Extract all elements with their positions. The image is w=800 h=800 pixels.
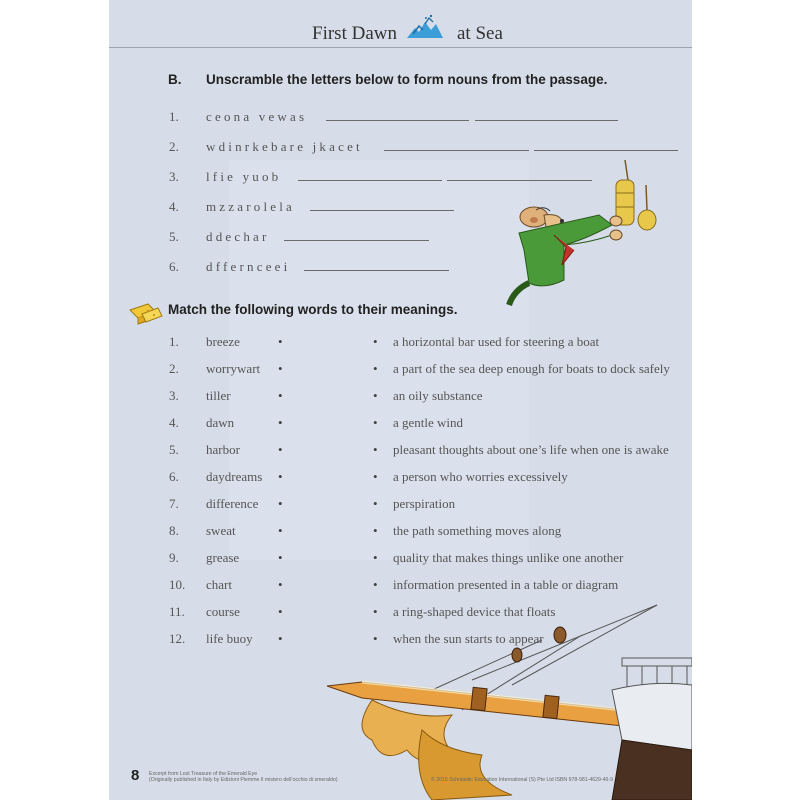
item-number: 3. bbox=[169, 169, 179, 184]
section-b-label: B. bbox=[168, 72, 182, 87]
page-header bbox=[109, 0, 692, 48]
word-number: 9. bbox=[169, 550, 179, 565]
match-word: chart bbox=[206, 577, 232, 592]
scrambled-letters: mzzarolela bbox=[206, 199, 296, 214]
wave-icon bbox=[405, 12, 445, 42]
word-dot[interactable]: • bbox=[278, 361, 283, 376]
word-number: 8. bbox=[169, 523, 179, 538]
match-word: breeze bbox=[206, 334, 240, 349]
meaning-dot[interactable]: • bbox=[373, 577, 378, 592]
answer-line[interactable] bbox=[534, 150, 678, 151]
word-number: 11. bbox=[169, 604, 185, 619]
match-meaning: a horizontal bar used for steering a boat bbox=[393, 334, 600, 349]
word-dot[interactable]: • bbox=[278, 604, 283, 619]
item-number: 2. bbox=[169, 139, 179, 154]
background-texture bbox=[229, 160, 529, 560]
match-meaning: when the sun starts to appear bbox=[393, 631, 544, 646]
word-dot[interactable]: • bbox=[278, 523, 283, 538]
match-meaning: the path something moves along bbox=[393, 523, 562, 538]
word-number: 3. bbox=[169, 388, 179, 403]
ship-mast-illustration bbox=[312, 600, 692, 800]
copyright: © 2015 Scholastic Education International (S) Pte Ltd ISBN 978-981-4629-46-9 bbox=[431, 777, 614, 783]
word-number: 2. bbox=[169, 361, 179, 376]
match-word: sweat bbox=[206, 523, 236, 538]
match-meaning: perspiration bbox=[393, 496, 456, 511]
word-number: 5. bbox=[169, 442, 179, 457]
word-dot[interactable]: • bbox=[278, 469, 283, 484]
title-left: First Dawn bbox=[312, 23, 397, 44]
word-dot[interactable]: • bbox=[278, 496, 283, 511]
match-word: difference bbox=[206, 496, 259, 511]
match-meaning: a part of the sea deep enough for boats to dock safely bbox=[393, 361, 670, 376]
meaning-dot[interactable]: • bbox=[373, 334, 378, 349]
scrambled-letters: dffernceei bbox=[206, 259, 291, 274]
title-right: at Sea bbox=[457, 23, 503, 44]
meaning-dot[interactable]: • bbox=[373, 496, 378, 511]
meaning-dot[interactable]: • bbox=[373, 361, 378, 376]
word-dot[interactable]: • bbox=[278, 577, 283, 592]
answer-line[interactable] bbox=[304, 270, 449, 271]
match-meaning: quality that makes things unlike one another bbox=[393, 550, 624, 565]
answer-line[interactable] bbox=[475, 120, 618, 121]
credit-line-2: (Originally published in Italy by Edizioni Piemme Il mistero dell’occhio di smeraldo) bbox=[149, 777, 338, 783]
credit-line-1: Excerpt from Lost Treasure of the Emerald Eye bbox=[149, 771, 258, 777]
page-number: 8 bbox=[131, 767, 140, 784]
match-meaning: an oily substance bbox=[393, 388, 483, 403]
match-meaning: pleasant thoughts about one’s life when one is awake bbox=[393, 442, 669, 457]
item-number: 1. bbox=[169, 109, 179, 124]
match-word: tiller bbox=[206, 388, 231, 403]
meaning-dot[interactable]: • bbox=[373, 631, 378, 646]
word-number: 1. bbox=[169, 334, 179, 349]
mouse-illustration bbox=[504, 155, 664, 315]
item-number: 6. bbox=[169, 259, 179, 274]
answer-line[interactable] bbox=[310, 210, 454, 211]
match-meaning: a person who worries excessively bbox=[393, 469, 568, 484]
word-dot[interactable]: • bbox=[278, 631, 283, 646]
section-b-instruction: Unscramble the letters below to form nouns from the passage. bbox=[206, 72, 608, 87]
answer-line[interactable] bbox=[284, 240, 429, 241]
match-word: harbor bbox=[206, 442, 240, 457]
scrambled-letters: wdinrkebare jkacet bbox=[206, 139, 363, 154]
item-number: 5. bbox=[169, 229, 179, 244]
word-dot[interactable]: • bbox=[278, 334, 283, 349]
worksheet-page bbox=[109, 0, 692, 800]
match-meaning: information presented in a table or diagram bbox=[393, 577, 619, 592]
match-instruction: Match the following words to their meanings. bbox=[168, 302, 458, 317]
word-dot[interactable]: • bbox=[278, 442, 283, 457]
meaning-dot[interactable]: • bbox=[373, 523, 378, 538]
word-dot[interactable]: • bbox=[278, 415, 283, 430]
scrambled-letters: lfie yuob bbox=[206, 169, 282, 184]
match-meaning: a gentle wind bbox=[393, 415, 464, 430]
word-number: 7. bbox=[169, 496, 179, 511]
meaning-dot[interactable]: • bbox=[373, 415, 378, 430]
match-word: course bbox=[206, 604, 240, 619]
answer-line[interactable] bbox=[384, 150, 529, 151]
match-word: worrywart bbox=[206, 361, 261, 376]
answer-line[interactable] bbox=[326, 120, 469, 121]
word-number: 10. bbox=[169, 577, 186, 592]
answer-line[interactable] bbox=[298, 180, 442, 181]
cheese-bullet-icon bbox=[128, 302, 164, 328]
word-number: 6. bbox=[169, 469, 179, 484]
match-meaning: a ring-shaped device that floats bbox=[393, 604, 556, 619]
match-word: grease bbox=[206, 550, 240, 565]
word-number: 4. bbox=[169, 415, 179, 430]
scrambled-letters: ceona vewas bbox=[206, 109, 308, 124]
meaning-dot[interactable]: • bbox=[373, 604, 378, 619]
meaning-dot[interactable]: • bbox=[373, 388, 378, 403]
meaning-dot[interactable]: • bbox=[373, 469, 378, 484]
word-dot[interactable]: • bbox=[278, 388, 283, 403]
meaning-dot[interactable]: • bbox=[373, 442, 378, 457]
meaning-dot[interactable]: • bbox=[373, 550, 378, 565]
item-number: 4. bbox=[169, 199, 179, 214]
word-dot[interactable]: • bbox=[278, 550, 283, 565]
match-word: daydreams bbox=[206, 469, 263, 484]
word-number: 12. bbox=[169, 631, 186, 646]
match-word: life buoy bbox=[206, 631, 253, 646]
scrambled-letters: ddechar bbox=[206, 229, 270, 244]
match-word: dawn bbox=[206, 415, 235, 430]
